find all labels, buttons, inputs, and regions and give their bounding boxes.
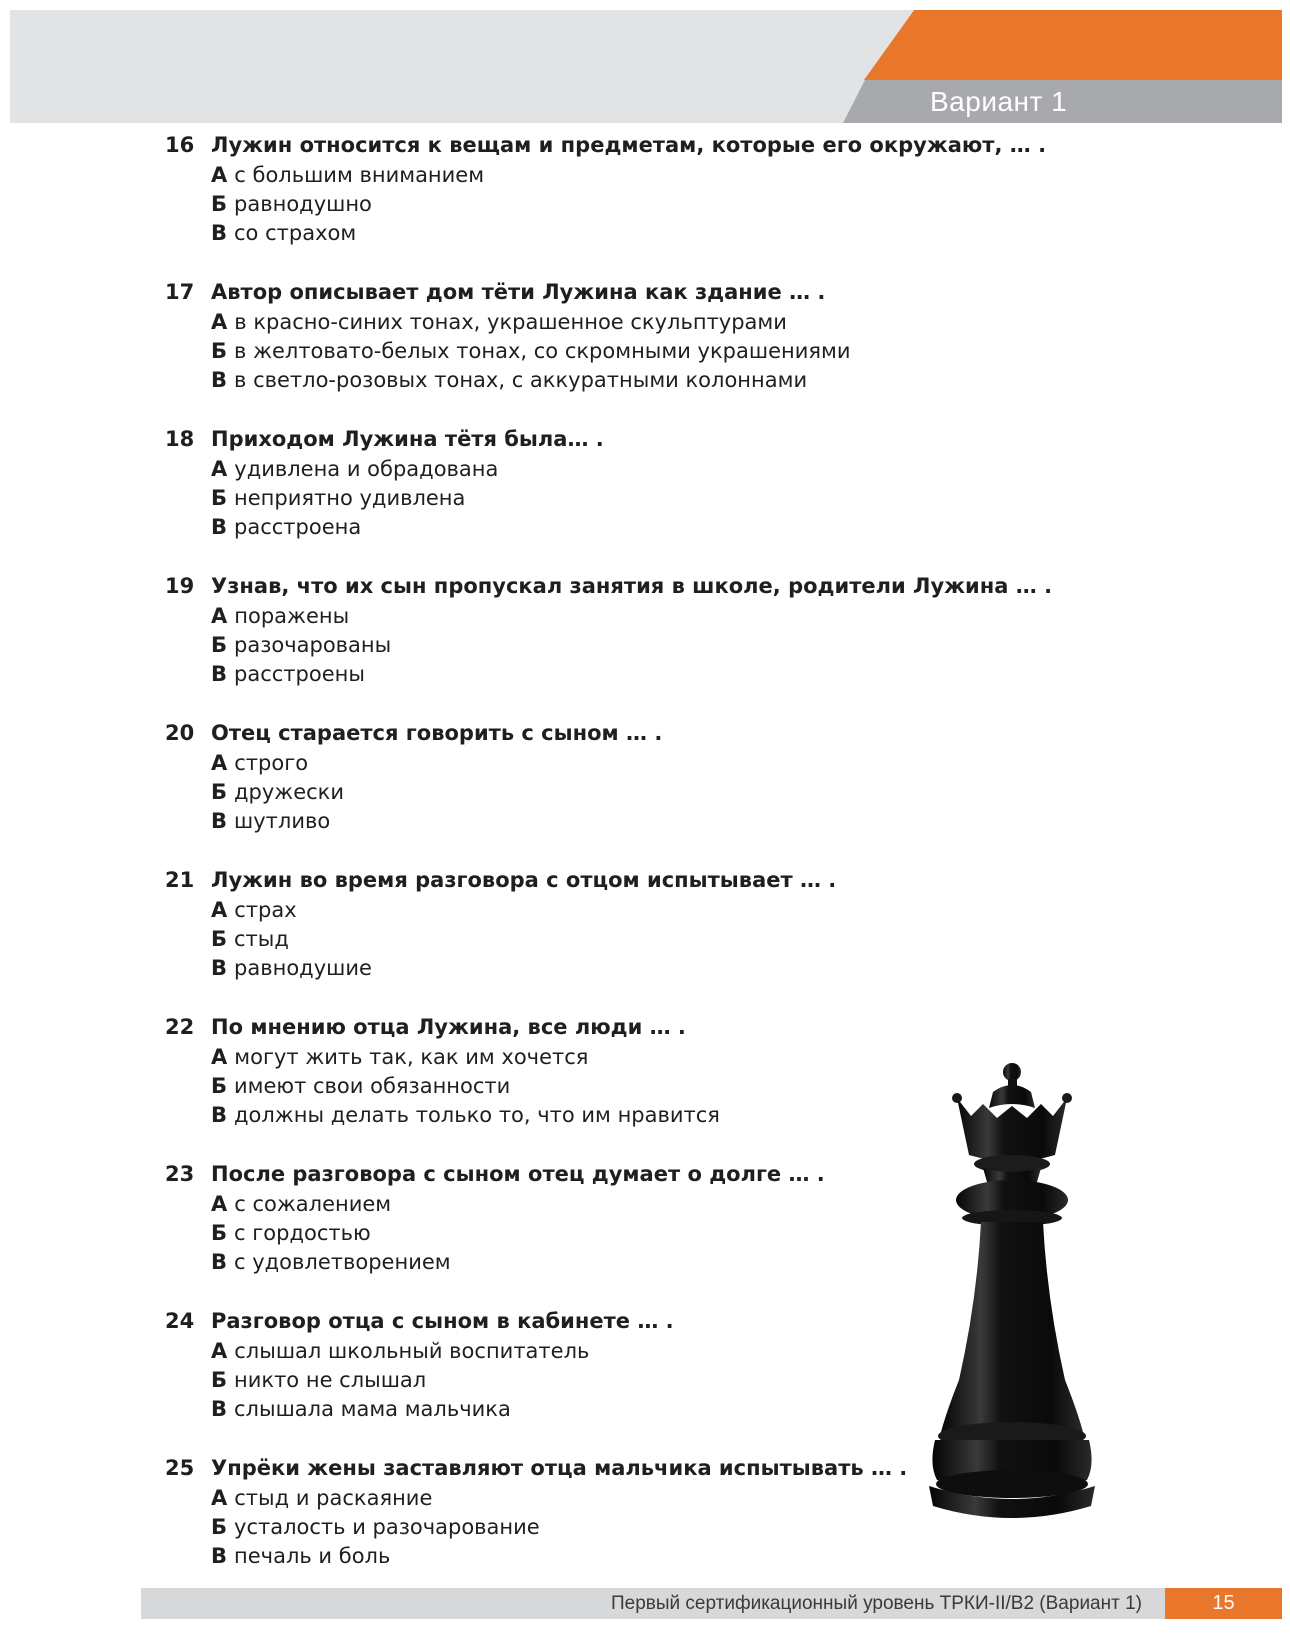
- question-text: Автор описывает дом тёти Лужина как здание … .: [211, 280, 826, 304]
- option-letter: В: [211, 1103, 228, 1127]
- option-text: никто не слышал: [234, 1368, 427, 1392]
- question-17: [165, 280, 1065, 397]
- answer-option: [165, 780, 1065, 809]
- question-text: По мнению отца Лужина, все люди … .: [211, 1015, 686, 1039]
- option-letter: А: [211, 1486, 228, 1510]
- option-letter: Б: [211, 780, 228, 804]
- option-letter: Б: [211, 486, 228, 510]
- answer-option: [165, 515, 1065, 544]
- option-text: в светло-розовых тонах, с аккуратными колоннами: [234, 368, 808, 392]
- option-letter: В: [211, 809, 228, 833]
- option-text: с гордостью: [234, 1221, 371, 1245]
- option-text: должны делать только то, что им нравится: [234, 1103, 720, 1127]
- answer-option: [165, 927, 1065, 956]
- option-text: разочарованы: [234, 633, 392, 657]
- option-letter: В: [211, 515, 228, 539]
- option-letter: Б: [211, 1074, 228, 1098]
- question-text: Лужин относится к вещам и предметам, которые его окружают, … .: [211, 133, 1047, 157]
- answer-option: [165, 339, 1065, 368]
- option-letter: В: [211, 956, 228, 980]
- question-text: Разговор отца с сыном в кабинете … .: [211, 1309, 674, 1333]
- chess-queen-icon: [905, 1060, 1095, 1530]
- option-text: имеют свои обязанности: [234, 1074, 511, 1098]
- question-number: 20: [165, 721, 195, 745]
- answer-option: [165, 809, 1065, 838]
- option-letter: В: [211, 1397, 228, 1421]
- option-letter: В: [211, 662, 228, 686]
- option-text: слышал школьный воспитатель: [234, 1339, 590, 1363]
- question-20: [165, 721, 1065, 838]
- option-text: слышала мама мальчика: [234, 1397, 511, 1421]
- option-letter: Б: [211, 1368, 228, 1392]
- question-number: 23: [165, 1162, 195, 1186]
- option-letter: Б: [211, 192, 228, 216]
- option-letter: В: [211, 1250, 228, 1274]
- answer-option: [165, 368, 1065, 397]
- option-text: расстроена: [234, 515, 362, 539]
- question-21: [165, 868, 1065, 985]
- option-letter: Б: [211, 1221, 228, 1245]
- option-text: удивлена и обрадована: [234, 457, 499, 481]
- option-letter: А: [211, 310, 228, 334]
- footer-title: Первый сертификационный уровень ТРКИ-II/B2 (Вариант 1): [610, 1593, 1142, 1614]
- header-accent-stripe: [864, 10, 1282, 80]
- option-text: расстроены: [234, 662, 365, 686]
- option-letter: В: [211, 368, 228, 392]
- answer-option: [165, 1544, 1065, 1573]
- question-16: [165, 133, 1065, 250]
- option-letter: Б: [211, 633, 228, 657]
- footer-band: [141, 1588, 1282, 1619]
- option-letter: А: [211, 751, 228, 775]
- option-text: усталость и разочарование: [234, 1515, 540, 1539]
- question-text: Упрёки жены заставляют отца мальчика испытывать … .: [211, 1456, 908, 1480]
- option-letter: А: [211, 604, 228, 628]
- answer-option: [165, 751, 1065, 780]
- answer-option: [165, 662, 1065, 691]
- option-letter: А: [211, 898, 228, 922]
- option-text: печаль и боль: [234, 1544, 391, 1568]
- answer-option: [165, 457, 1065, 486]
- option-text: страх: [234, 898, 297, 922]
- question-18: [165, 427, 1065, 544]
- option-text: стыд: [234, 927, 289, 951]
- question-number: 25: [165, 1456, 195, 1480]
- option-letter: Б: [211, 1515, 228, 1539]
- question-text: Лужин во время разговора с отцом испытывает … .: [211, 868, 837, 892]
- option-text: с удовлетворением: [234, 1250, 451, 1274]
- option-letter: В: [211, 221, 228, 245]
- option-text: со страхом: [234, 221, 357, 245]
- option-text: равнодушно: [234, 192, 372, 216]
- option-text: стыд и раскаяние: [234, 1486, 433, 1510]
- question-19: [165, 574, 1065, 691]
- answer-option: [165, 956, 1065, 985]
- page-title: Вариант 1: [930, 86, 1068, 117]
- option-text: могут жить так, как им хочется: [234, 1045, 589, 1069]
- question-text: Узнав, что их сын пропускал занятия в школе, родители Лужина … .: [211, 574, 1053, 598]
- option-text: с сожалением: [234, 1192, 392, 1216]
- option-text: равнодушие: [234, 956, 372, 980]
- answer-option: [165, 221, 1065, 250]
- option-letter: Б: [211, 339, 228, 363]
- option-letter: В: [211, 1544, 228, 1568]
- option-letter: А: [211, 163, 228, 187]
- question-number: 24: [165, 1309, 195, 1333]
- question-number: 22: [165, 1015, 195, 1039]
- question-number: 17: [165, 280, 195, 304]
- answer-option: [165, 604, 1065, 633]
- option-text: поражены: [234, 604, 350, 628]
- answer-option: [165, 898, 1065, 927]
- question-number: 16: [165, 133, 195, 157]
- option-letter: А: [211, 457, 228, 481]
- question-text: Отец старается говорить с сыном … .: [211, 721, 663, 745]
- question-number: 19: [165, 574, 195, 598]
- question-text: Приходом Лужина тётя была… .: [211, 427, 604, 451]
- option-letter: А: [211, 1045, 228, 1069]
- option-letter: А: [211, 1192, 228, 1216]
- option-text: с большим вниманием: [234, 163, 485, 187]
- option-text: шутливо: [234, 809, 331, 833]
- answer-option: [165, 310, 1065, 339]
- question-text: После разговора с сыном отец думает о долге … .: [211, 1162, 825, 1186]
- option-text: неприятно удивлена: [234, 486, 466, 510]
- option-letter: Б: [211, 927, 228, 951]
- option-text: строго: [234, 751, 309, 775]
- option-text: дружески: [234, 780, 345, 804]
- question-number: 18: [165, 427, 195, 451]
- option-letter: А: [211, 1339, 228, 1363]
- page-number: 15: [1165, 1588, 1282, 1619]
- question-number: 21: [165, 868, 195, 892]
- option-text: в красно-синих тонах, украшенное скульптурами: [234, 310, 787, 334]
- option-text: в желтовато-белых тонах, со скромными украшениями: [234, 339, 851, 363]
- answer-option: [165, 163, 1065, 192]
- answer-option: [165, 486, 1065, 515]
- answer-option: [165, 633, 1065, 662]
- answer-option: [165, 192, 1065, 221]
